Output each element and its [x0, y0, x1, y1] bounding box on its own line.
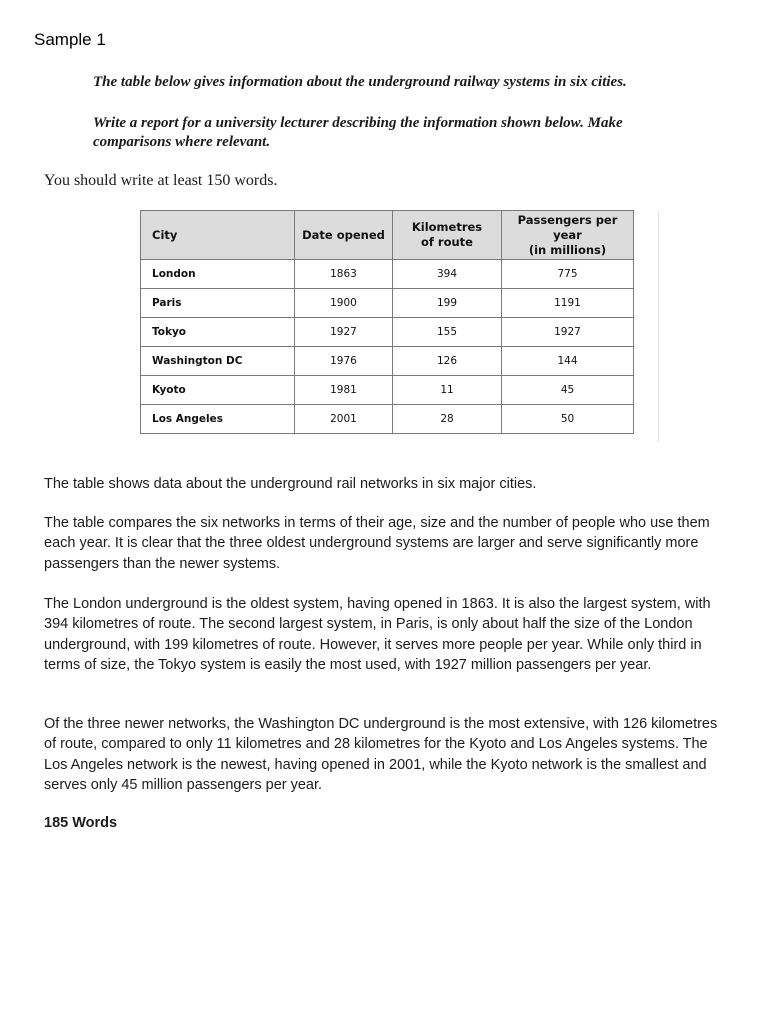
word-count: 185 Words	[44, 815, 118, 831]
table-row	[141, 289, 634, 318]
table-row	[141, 260, 634, 289]
passengers-cell: 775	[502, 260, 634, 289]
header-passengers-label: Passengers per year	[517, 212, 618, 242]
word-requirement: You should write at least 150 words.	[44, 172, 278, 189]
essay-paragraph-intro: The table shows data about the underground rail networks in six major cities.	[44, 476, 537, 492]
passengers-cell: 1191	[502, 289, 634, 318]
table-row	[141, 347, 634, 376]
city-cell: Paris	[141, 289, 295, 318]
header-passengers-unit: (in millions)	[528, 242, 607, 257]
city-cell: Tokyo	[141, 318, 295, 347]
date-cell: 1863	[295, 260, 393, 289]
task-prompt-line-1: The table below gives information about the underground railway systems in six cities.	[93, 74, 627, 90]
table-container	[140, 210, 659, 442]
date-cell: 1900	[295, 289, 393, 318]
sample-heading: Sample 1	[34, 30, 106, 49]
passengers-cell: 144	[502, 347, 634, 376]
essay-paragraph-older-systems: The London underground is the oldest system, having opened in 1863. It is also the largest system, with 394 kilometres of route. The second largest system, in Paris, is only about half the size of the London underground, with 199 kilometres of route. However, it serves more people per year. While only third in terms of size, the Tokyo system is easily the most used, with 1927 million passengers per year.	[44, 596, 711, 673]
city-cell: Washington DC	[141, 347, 295, 376]
underground-data-table	[140, 210, 634, 434]
passengers-cell: 50	[502, 405, 634, 434]
passengers-cell: 1927	[502, 318, 634, 347]
km-cell: 11	[393, 376, 502, 405]
header-city: City	[141, 211, 295, 260]
table-header-row	[141, 211, 634, 260]
header-date-opened: Date opened	[295, 211, 393, 260]
header-kilometres-label: Kilometres of route	[411, 220, 483, 249]
city-cell: Los Angeles	[141, 405, 295, 434]
date-cell: 2001	[295, 405, 393, 434]
km-cell: 28	[393, 405, 502, 434]
km-cell: 199	[393, 289, 502, 318]
header-passengers	[502, 211, 634, 260]
task-prompt-line-2: Write a report for a university lecturer describing the information shown below. Make comparisons where relevant.	[93, 115, 623, 150]
table-row	[141, 376, 634, 405]
date-cell: 1981	[295, 376, 393, 405]
essay-paragraph-newer-systems: Of the three newer networks, the Washington DC underground is the most extensive, with 126 kilometres of route, compared to only 11 kilometres and 28 kilometres for the Kyoto and Los Angeles systems. The Los Angeles network is the newest, having opened in 2001, while the Kyoto network is the smallest and serves only 45 million passengers per year.	[44, 716, 718, 793]
km-cell: 126	[393, 347, 502, 376]
date-cell: 1927	[295, 318, 393, 347]
table-row	[141, 405, 634, 434]
km-cell: 394	[393, 260, 502, 289]
essay-paragraph-overview: The table compares the six networks in terms of their age, size and the number of people who use them each year. It is clear that the three oldest underground systems are larger and serve significantly more passengers than the newer systems.	[44, 515, 710, 572]
city-cell: London	[141, 260, 295, 289]
passengers-cell: 45	[502, 376, 634, 405]
header-kilometres	[393, 211, 502, 260]
date-cell: 1976	[295, 347, 393, 376]
city-cell: Kyoto	[141, 376, 295, 405]
table-row	[141, 318, 634, 347]
km-cell: 155	[393, 318, 502, 347]
